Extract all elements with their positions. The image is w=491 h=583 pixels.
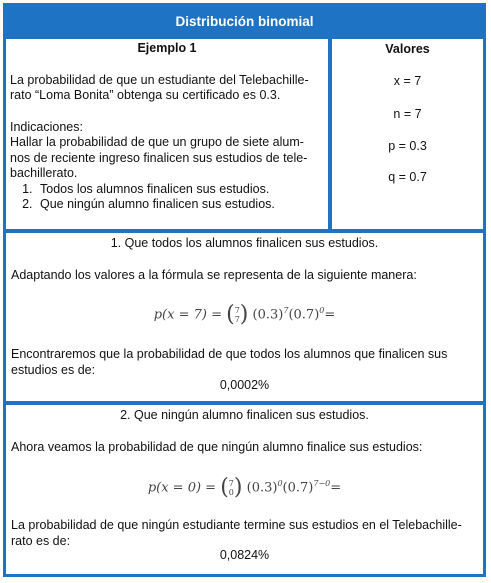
value-q: q = 0.7 xyxy=(388,170,427,184)
section-result: 0,0002% xyxy=(219,378,270,392)
formula-exp-q: 7−0 xyxy=(313,479,331,488)
task-item: 1. Todos los alumnos finalicen sus estudios. xyxy=(36,182,324,198)
instruction-line: Hallar la probabilidad de que un grupo de siete alum- xyxy=(10,135,304,149)
conclusion-line: La probabilidad de que ningún estudiante termine sus estudios en el Telebachille- xyxy=(11,518,462,532)
binomial-formula xyxy=(6,476,483,499)
statement-line: La probabilidad de que un estudiante del Telebachille- xyxy=(10,72,309,87)
binom-bottom: 7 xyxy=(234,314,240,324)
values-cell xyxy=(332,39,483,229)
formula-exp-p: 0 xyxy=(277,479,283,488)
task-list xyxy=(10,182,324,213)
example-cell xyxy=(6,39,328,229)
conclusion-line: estudios es de: xyxy=(11,362,96,377)
table-title: Distribución binomial xyxy=(175,13,314,29)
statement-line: rato “Loma Bonita” obtenga su certificado es 0.3. xyxy=(10,88,281,102)
instruction-text xyxy=(10,135,324,182)
conclusion-line: rato es de: xyxy=(11,533,71,548)
value-x: x = 7 xyxy=(393,74,422,88)
example-statement xyxy=(10,73,324,104)
binom-top: 7 xyxy=(234,305,240,315)
formula-exp-p: 7 xyxy=(283,306,289,315)
binomial-coefficient: (7 7) xyxy=(226,301,249,327)
indications-label: Indicaciones: xyxy=(10,119,83,134)
section-all-finish xyxy=(6,233,483,401)
section-intro: Adaptando los valores a la fórmula se representa de la siguiente manera: xyxy=(11,268,417,282)
binomial-table xyxy=(3,3,486,577)
formula-exp-q: 0 xyxy=(319,306,325,315)
formula-equals: = xyxy=(330,480,342,496)
value-p: p = 0.3 xyxy=(388,139,427,153)
formula-base-p: (0.3) xyxy=(252,307,284,323)
section-none-finish xyxy=(6,405,483,574)
example-title: Ejemplo 1 xyxy=(137,41,197,55)
section-heading: 1. Que todos los alumnos finalicen sus estudios. xyxy=(110,236,379,250)
instruction-line: bachillerato. xyxy=(10,166,78,180)
binomial-formula xyxy=(6,303,483,326)
value-n: n = 7 xyxy=(393,107,422,121)
binom-bottom: 0 xyxy=(228,487,234,497)
section-conclusion xyxy=(11,518,478,549)
instruction-line: nos de reciente ingreso finalicen sus estudios de tele- xyxy=(10,150,308,165)
task-item: 2. Que ningún alumno finalicen sus estudios. xyxy=(36,197,324,213)
formula-equals: = xyxy=(324,307,336,323)
section-result: 0,0824% xyxy=(219,548,270,562)
section-heading: 2. Que ningún alumno finalicen sus estudios. xyxy=(120,408,369,422)
section-intro: Ahora veamos la probabilidad de que ningún alumno finalice sus estudios: xyxy=(11,440,423,454)
formula-base-p: (0.3) xyxy=(246,480,278,496)
formula-base-q: (0.7) xyxy=(282,480,314,496)
binomial-coefficient: (7 0) xyxy=(220,474,243,500)
section-conclusion xyxy=(11,347,478,378)
formula-lhs: p(x = 0) = xyxy=(147,480,217,496)
conclusion-line: Encontraremos que la probabilidad de que todos los alumnos que finalicen sus xyxy=(11,347,448,361)
binom-top: 7 xyxy=(228,478,234,488)
values-title: Valores xyxy=(385,42,430,56)
formula-base-q: (0.7) xyxy=(288,307,320,323)
formula-lhs: p(x = 7) = xyxy=(153,307,222,323)
